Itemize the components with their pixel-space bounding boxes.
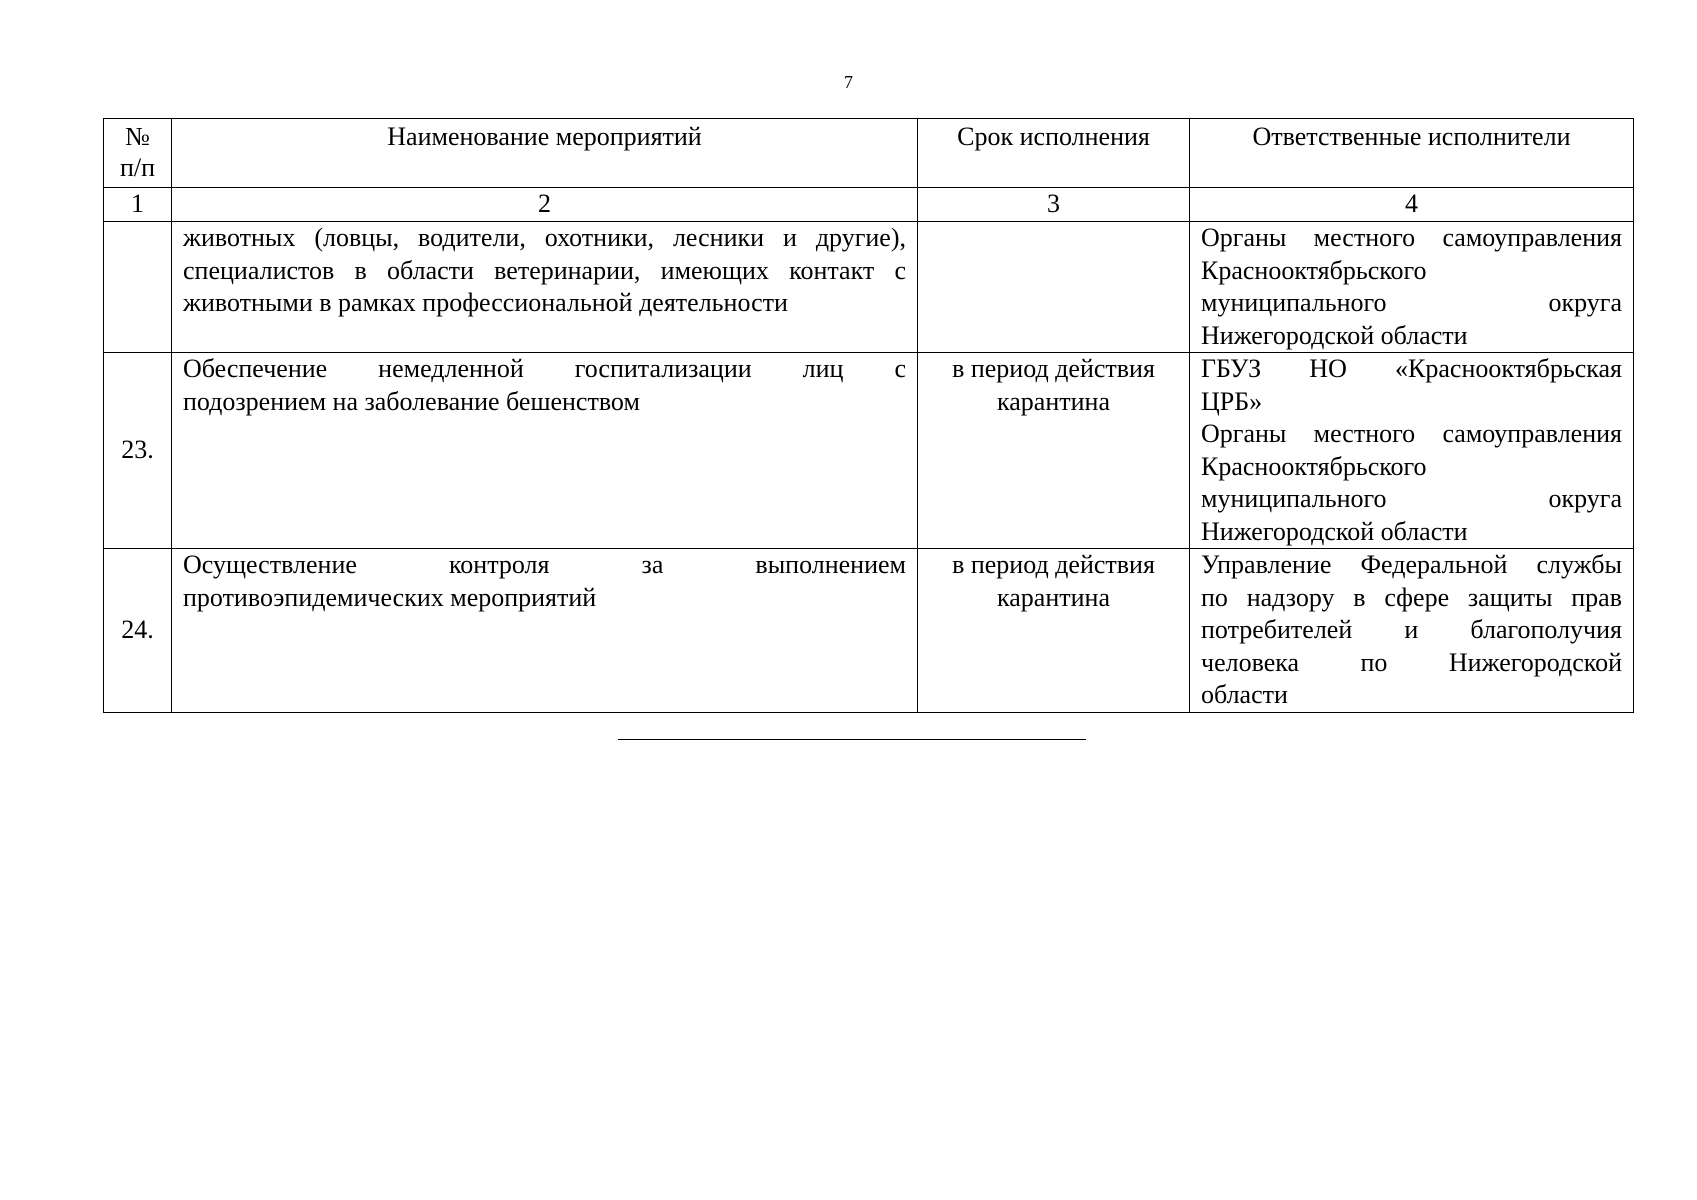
row-responsible (1190, 353, 1634, 549)
table-row (104, 353, 1634, 549)
text-line: Нижегородской области (1201, 516, 1468, 546)
row-term (918, 353, 1190, 549)
row-name (172, 353, 918, 549)
text-line: человека по Нижегородской (1201, 647, 1622, 677)
text-line: животных (ловцы, водители, охотники, лесники и другие), (183, 223, 906, 252)
column-number: 1 (104, 188, 172, 222)
text-line: муниципального округа (1201, 288, 1622, 317)
text-line: в период действия (952, 550, 1155, 579)
row-responsible (1190, 549, 1634, 713)
header-num-line: п/п (119, 153, 156, 182)
text-line: Нижегородской области (1201, 320, 1468, 350)
header-responsible: Ответственные исполнители (1190, 119, 1634, 188)
text-line: области (1201, 680, 1288, 709)
measures-table (103, 118, 1634, 713)
row-term (918, 222, 1190, 353)
text-line: подозрением на заболевание бешенством (183, 386, 640, 416)
row-responsible (1190, 222, 1634, 353)
text-line: муниципального округа (1201, 484, 1622, 513)
header-num (104, 119, 172, 188)
header-num-line: № (125, 122, 150, 151)
text-line: Краснооктябрьского (1201, 255, 1427, 285)
text-line: противоэпидемических мероприятий (183, 582, 597, 612)
row-num: 24. (104, 549, 172, 713)
page-number: 7 (844, 72, 853, 92)
column-number: 4 (1190, 188, 1634, 222)
row-name (172, 222, 918, 353)
row-num: 23. (104, 353, 172, 549)
text-line: животными в рамках профессиональной деятельности (183, 288, 788, 317)
text-line: карантина (997, 582, 1110, 612)
row-num (104, 222, 172, 353)
text-line: специалистов в области ветеринарии, имеющих контакт с (183, 255, 906, 285)
end-of-document-rule (618, 739, 1086, 740)
text-line: Краснооктябрьского (1201, 451, 1427, 481)
row-name (172, 549, 918, 713)
text-line: потребителей и благополучия (1201, 615, 1622, 644)
text-line: ЦРБ» (1201, 386, 1263, 416)
text-line: Органы местного самоуправления (1201, 419, 1622, 448)
table-row (104, 222, 1634, 353)
text-line: в период действия (952, 354, 1155, 383)
text-line: Органы местного самоуправления (1201, 223, 1622, 252)
table-header-row (104, 119, 1634, 188)
column-number: 3 (918, 188, 1190, 222)
text-line: по надзору в сфере защиты прав (1201, 582, 1622, 612)
table-row (104, 549, 1634, 713)
text-line: Осуществление контроля за выполнением (183, 550, 906, 579)
column-numbers-row (104, 188, 1634, 222)
text-line: Обеспечение немедленной госпитализации лиц с (183, 354, 906, 383)
header-term: Срок исполнения (918, 119, 1190, 188)
text-line: Управление Федеральной службы (1201, 550, 1622, 579)
text-line: ГБУЗ НО «Краснооктябрьская (1201, 354, 1622, 383)
column-number: 2 (172, 188, 918, 222)
header-name: Наименование мероприятий (172, 119, 918, 188)
text-line: карантина (997, 386, 1110, 416)
row-term (918, 549, 1190, 713)
